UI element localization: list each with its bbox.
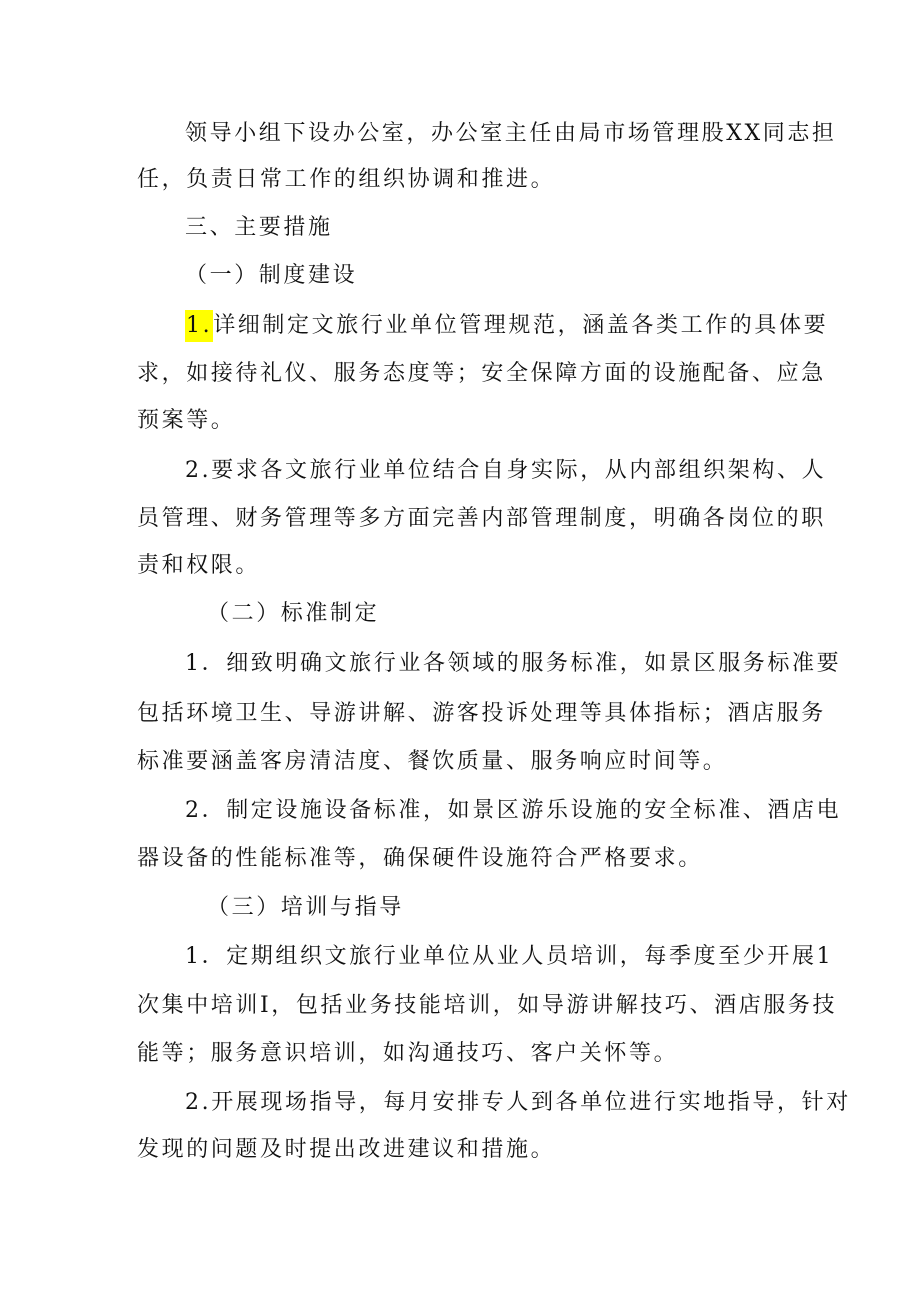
paragraph-line: 1．细致明确文旅行业各领域的服务标准，如景区服务标准要: [185, 651, 842, 676]
paragraph-line: 领导小组下设办公室，办公室主任由局市场管理股XX同志担: [185, 121, 837, 146]
paragraph-line: [185, 310, 845, 342]
paragraph-line: 1．定期组织文旅行业单位从业人员培训，每季度至少开展1: [185, 944, 834, 969]
subsection-heading: （一）制度建设: [185, 263, 358, 288]
paragraph-text: 详细制定文旅行业单位管理规范，涵盖各类工作的具体要: [213, 313, 829, 338]
paragraph-line: 发现的问题及时提出改进建议和措施。: [137, 1137, 556, 1162]
paragraph-line: 任，负责日常工作的组织协调和推进。: [137, 167, 556, 192]
paragraph-line: 责和权限。: [137, 553, 261, 578]
paragraph-line: 能等；服务意识培训，如沟通技巧、客户关怀等。: [137, 1041, 679, 1066]
section-heading: 三、主要措施: [185, 215, 333, 240]
paragraph-line: 标准要涵盖客房清洁度、餐饮质量、服务响应时间等。: [137, 749, 728, 774]
paragraph-line: 2．制定设施设备标准，如景区游乐设施的安全标准、酒店电: [185, 798, 842, 823]
paragraph-line: 2.要求各文旅行业单位结合自身实际，从内部组织架构、人: [185, 458, 827, 483]
paragraph-line: 器设备的性能标准等，确保硬件设施符合严格要求。: [137, 846, 703, 871]
paragraph-line: 次集中培训I，包括业务技能培训，如导游讲解技巧、酒店服务技: [137, 993, 838, 1018]
paragraph-line: 员管理、财务管理等多方面完善内部管理制度，明确各岗位的职: [137, 506, 826, 531]
paragraph-line: 求，如接待礼仪、服务态度等；安全保障方面的设施配备、应急: [137, 361, 826, 386]
paragraph-line: 预案等。: [137, 408, 236, 433]
paragraph-line: 2.开展现场指导，每月安排专人到各单位进行实地指导，针对: [185, 1090, 851, 1115]
subsection-heading: （三）培训与指导: [207, 895, 404, 920]
subsection-heading: （二）标准制定: [207, 601, 380, 626]
highlighted-number: 1.: [185, 310, 213, 342]
paragraph-line: 包括环境卫生、导游讲解、游客投诉处理等具体指标；酒店服务: [137, 701, 826, 726]
